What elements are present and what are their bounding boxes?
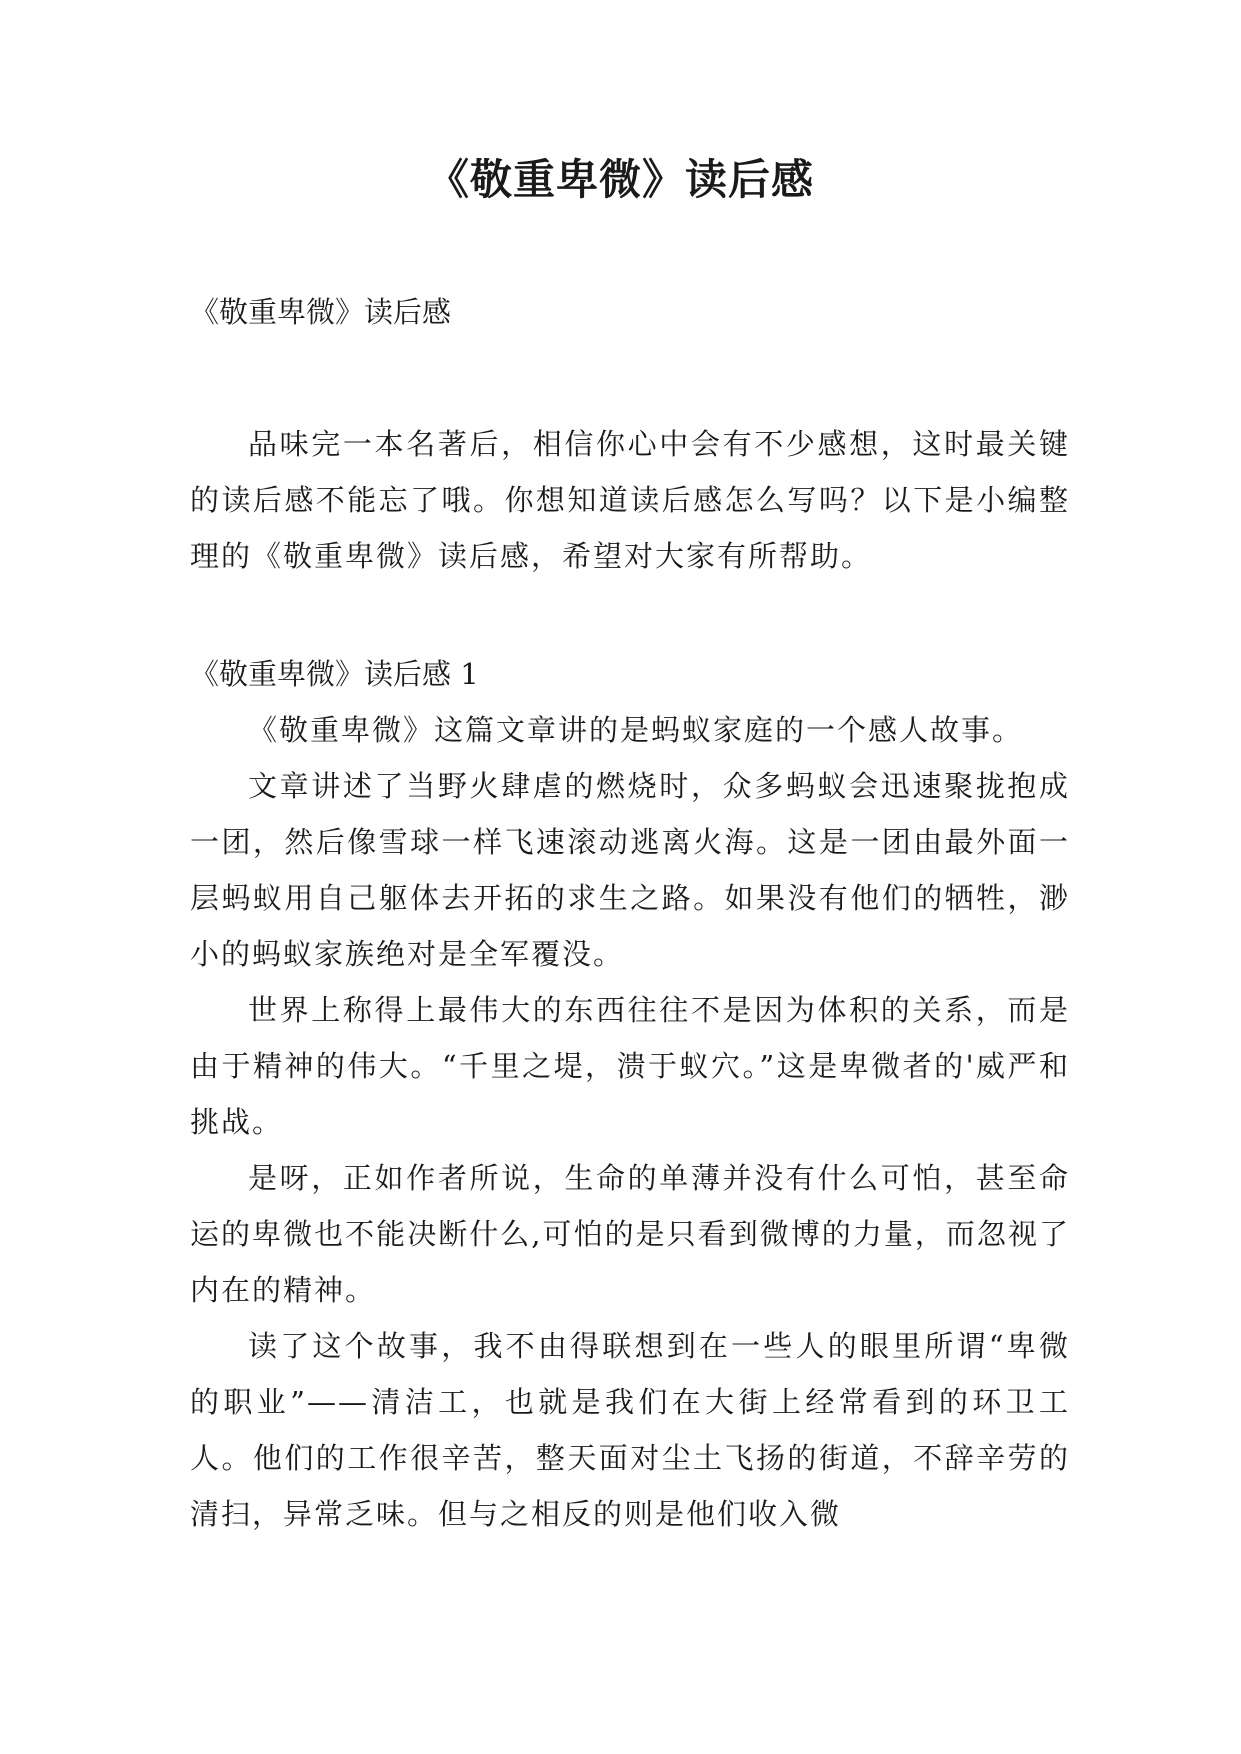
body-paragraph: 《敬重卑微》这篇文章讲的是蚂蚁家庭的一个感人故事。: [248, 713, 1024, 747]
body-paragraph: 读了这个故事，我不由得联想到在一些人的眼里所谓“卑微的职业”——清洁工，也就是我们在大街上经常看到的环卫工人。他们的工作很辛苦，整天面对尘土飞扬的街道，不辞辛劳的清扫，异常乏味。但与之相反的则是他们收入微: [190, 1329, 1070, 1531]
spacer: [190, 340, 1070, 416]
spacer: [190, 584, 1070, 646]
body-paragraph: 文章讲述了当野火肆虐的燃烧时，众多蚂蚁会迅速聚拢抱成一团，然后像雪球一样飞速滚动逃离火海。这是一团由最外面一层蚂蚁用自己躯体去开拓的求生之路。如果没有他们的牺牲，渺小的蚂蚁家族绝对是全军覆没。: [190, 769, 1070, 971]
intro-paragraph: 品味完一本名著后，相信你心中会有不少感想，这时最关键的读后感不能忘了哦。你想知道读后感怎么写吗？以下是小编整理的《敬重卑微》读后感，希望对大家有所帮助。: [190, 427, 1070, 573]
section-title: 《敬重卑微》读后感 1: [190, 657, 479, 691]
body-paragraph: 世界上称得上最伟大的东西往往不是因为体积的关系，而是由于精神的伟大。“千里之堤，溃于蚁穴。”这是卑微者的'威严和挑战。: [190, 993, 1070, 1139]
body-paragraph: 是呀，正如作者所说，生命的单薄并没有什么可怕，甚至命运的卑微也不能决断什么,可怕的是只看到微博的力量，而忽视了内在的精神。: [190, 1161, 1070, 1307]
document-body: [190, 284, 1070, 1542]
document-subtitle: 《敬重卑微》读后感: [190, 295, 452, 329]
page-title: 《敬重卑微》读后感: [426, 155, 814, 204]
